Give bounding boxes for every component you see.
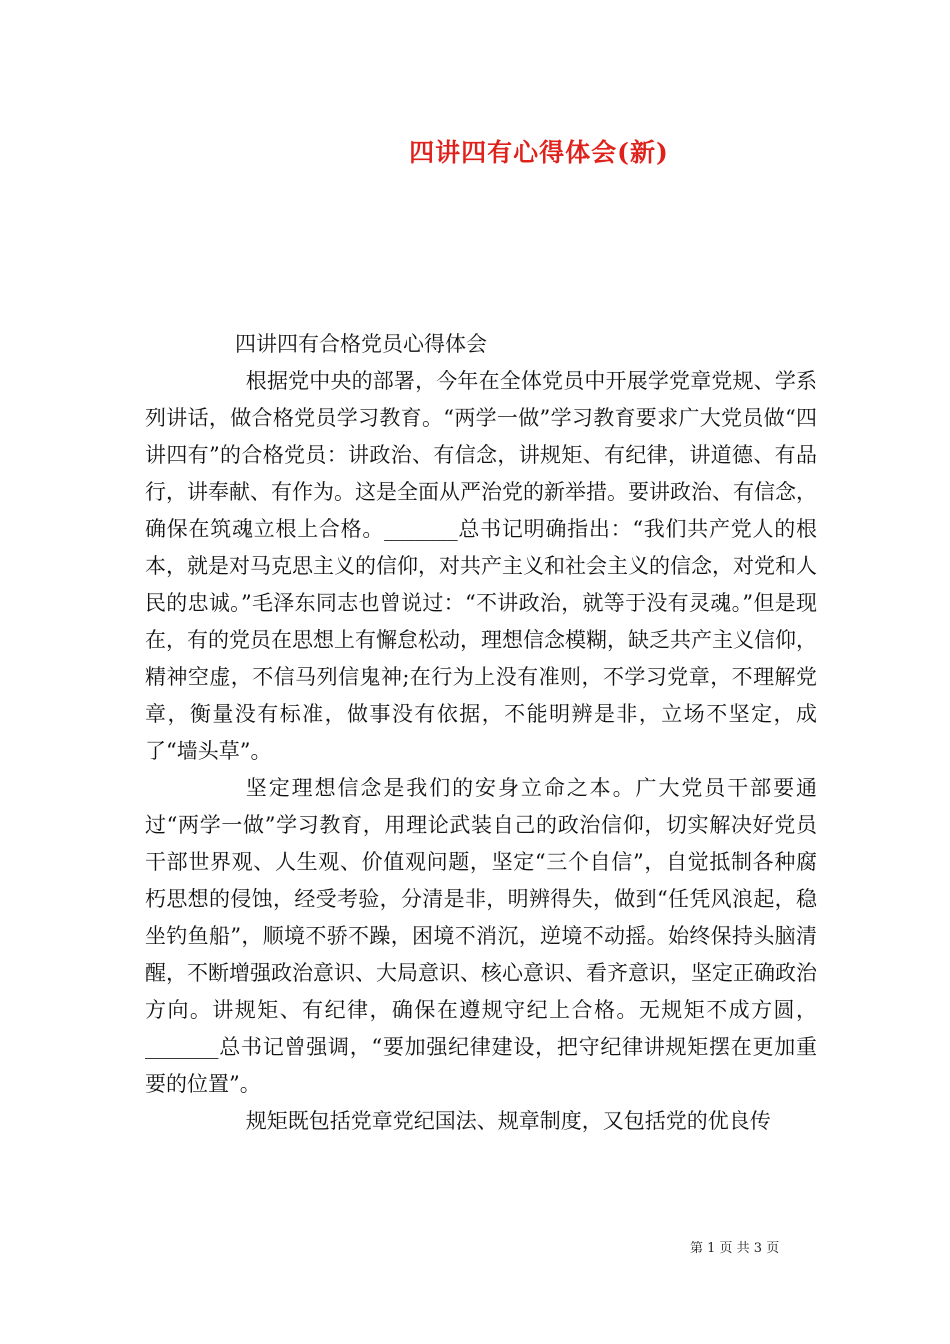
body-paragraph: 根据党中央的部署，今年在全体党员中开展学党章党规、学系列讲话，做合格党员学习教育。“两学一做”学习教育要求广大党员做“四讲四有”的合格党员：讲政治、有信念，讲规矩、有纪律，讲道德、有品行，讲奉献、有作为。这是全面从严治党的新举措。要讲政治、有信念，确保在筑魂立根上合格。_______总书记明确指出：“我们共产党人的根本，就是对马克思主义的信仰，对共产主义和社会主义的信念，对党和人民的忠诚。”毛泽东同志也曾说过：“不讲政治，就等于没有灵魂。”但是现在，有的党员在思想上有懈怠松动，理想信念模糊，缺乏共产主义信仰，精神空虚，不信马列信鬼神;在行为上没有准则，不学习党章，不理解党章，衡量没有标准，做事没有依据，不能明辨是非，立场不坚定，成了“墙头草”。 bbox=[145, 369, 817, 763]
page-number: 第 1 页 共 3 页 bbox=[690, 1241, 780, 1256]
body-paragraph: 坚定理想信念是我们的安身立命之本。广大党员干部要通过“两学一做”学习教育，用理论武装自己的政治信仰，切实解决好党员干部世界观、人生观、价值观问题，坚定“三个自信”，自觉抵制各种腐朽思想的侵蚀，经受考验，分清是非，明辨得失，做到“任凭风浪起，稳坐钓鱼船”，顺境不骄不躁，困境不消沉，逆境不动摇。始终保持头脑清醒，不断增强政治意识、大局意识、核心意识、看齐意识，坚定正确政治方向。讲规矩、有纪律，确保在遵规守纪上合格。无规矩不成方圆，_______总书记曾强调，“要加强纪律建设，把守纪律讲规矩摆在更加重要的位置”。 bbox=[145, 776, 817, 1096]
document-subtitle: 四讲四有合格党员心得体会 bbox=[235, 332, 487, 356]
document-title: 四讲四有心得体会(新) bbox=[409, 138, 669, 167]
body-paragraph: 规矩既包括党章党纪国法、规章制度，又包括党的优良传 bbox=[245, 1109, 771, 1133]
document-body bbox=[145, 326, 817, 1140]
